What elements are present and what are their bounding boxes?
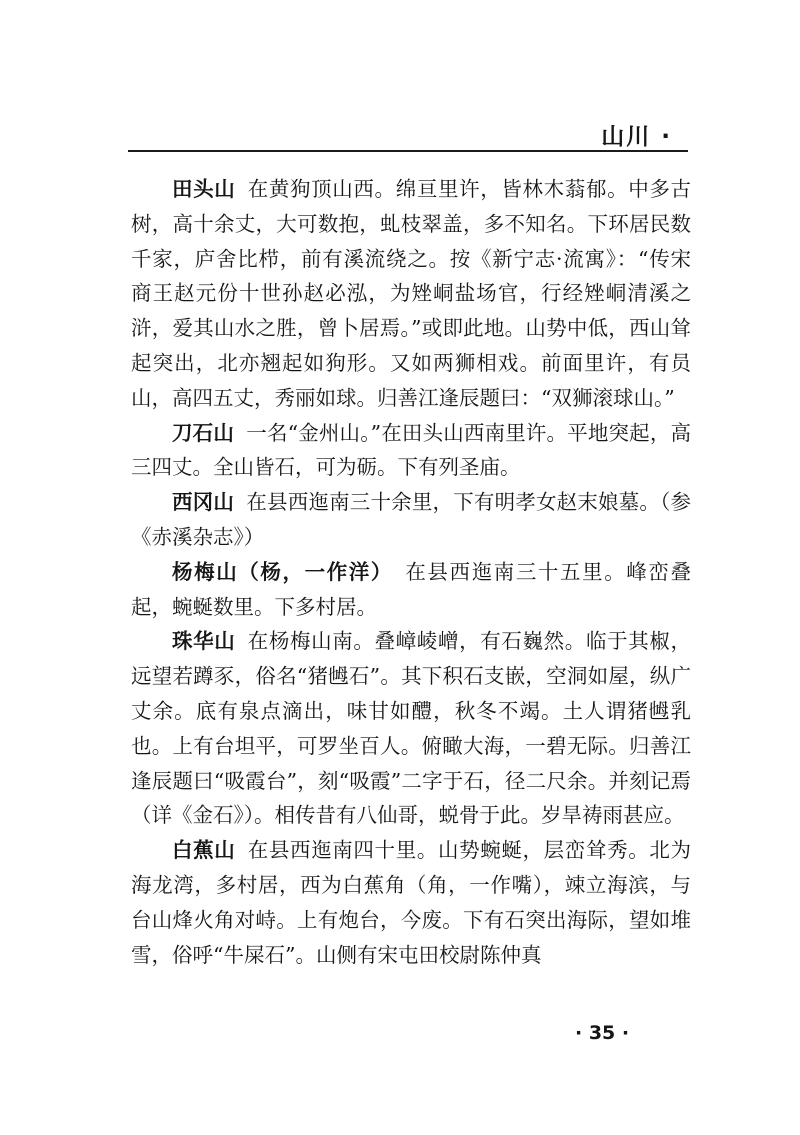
entry-text: 在杨梅山南。叠嶂崚嶒，有石巍然。临于其椒，远望若蹲豕，俗名“猪乸石”。其下积石支嵌，空洞如屋，纵广丈余。底有泉点滴出，味甘如醴，秋冬不竭。土人谓猪乸乳也。上有台坦平，可罗坐百人。俯瞰大海，一碧无际。归善江逢辰题曰“吸霞台”，刻“吸霞”二字于石，径二尺余。并刻记焉（详《金石》）。相传昔有八仙哥，蜕骨于此。岁旱祷雨甚应。 <box>131 629 692 828</box>
entry-name: 珠华山 <box>172 629 236 654</box>
page-body <box>131 172 691 972</box>
entry-name: 白蕉山 <box>172 838 236 863</box>
entry-name: 田头山 <box>172 177 236 201</box>
entry-yangmeishan <box>131 555 691 625</box>
entry-text: 一名“金州山。”在田头山西南里许。平地突起，高三四丈。全山皆石，可为砺。下有列圣庙。 <box>131 420 691 480</box>
entry-tiantoushan <box>131 172 691 416</box>
entry-daoshishan <box>131 416 691 486</box>
entry-text: 在黄狗顶山西。绵亘里许，皆林木蓊郁。中多古树，高十余丈，大可数抱，虬枝翠盖，多不知名。下环居民数千家，庐舍比栉，前有溪流绕之。按《新宁志·流寓》：“传宋商王赵元份十世孙赵必泓，为矬峒盐场官，行经矬峒清溪之浒，爱其山水之胜，曾卜居焉。”或即此地。山势中低，西山耸起突出，北亦翘起如狗形。又如两狮相戏。前面里许，有员山，高四五丈，秀丽如球。归善江逢辰题曰：“双狮滚球山。” <box>131 177 692 410</box>
entry-name: 刀石山 <box>172 420 234 445</box>
entry-text: 在县西迤南四十里。山势蜿蜒，层峦耸秀。北为海龙湾，多村居，西为白蕉角（角，一作嘴），竦立海滨，与台山烽火角对峙。上有炮台，今废。下有石突出海际，望如堆雪，俗呼“牛屎石”。山侧有宋屯田校尉陈仲真 <box>131 838 692 967</box>
page-number: · 35 · <box>575 1022 630 1044</box>
entry-name: 杨梅山（杨，一作洋） <box>172 559 394 584</box>
entry-text: 在县西迤南三十五里。峰峦叠起，蜿蜒数里。下多村居。 <box>131 559 692 619</box>
entry-text: 在县西迤南三十余里，下有明孝女赵末娘墓。（参《赤溪杂志》） <box>131 490 692 549</box>
section-title: 山川 · <box>601 124 672 150</box>
entry-zhuhuashan <box>131 624 691 833</box>
entry-name: 西冈山 <box>172 490 235 515</box>
running-header <box>128 124 688 152</box>
entry-xigangshan <box>131 485 691 555</box>
entry-baijiaoshan <box>131 833 691 972</box>
